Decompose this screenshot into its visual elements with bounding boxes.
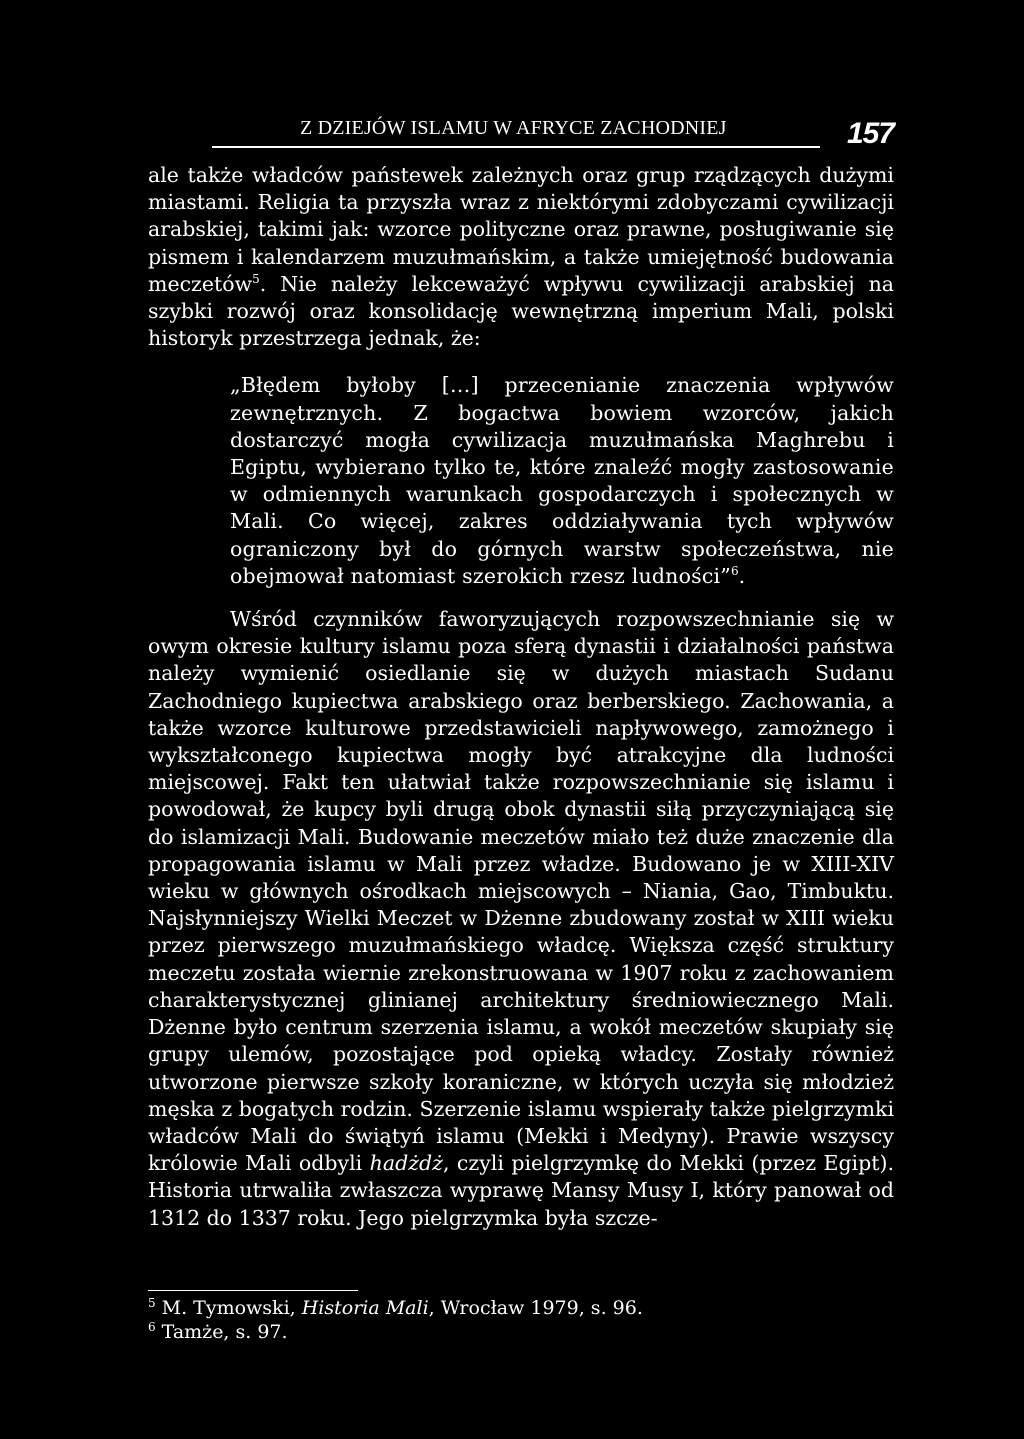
footnote-mark: 6	[148, 1319, 156, 1334]
page-number: 157	[846, 117, 894, 150]
paragraph-1-text-b: . Nie należy lekceważyć wpływu cywilizacji arabskiej na szybki rozwój oraz konsolidację wewnętrzną imperium Mali, polski historyk przestrzega jednak, że:	[148, 271, 894, 351]
body-text	[148, 162, 894, 1232]
footnote-6	[148, 1320, 894, 1344]
footnote-ref-5[interactable]: 5	[252, 271, 260, 286]
running-title: Z DZIEJÓW ISLAMU W AFRYCE ZACHODNIEJ	[300, 117, 727, 139]
italic-term: hadżdż	[369, 1151, 443, 1176]
footnote-rest: , Wrocław 1979, s. 96.	[428, 1297, 643, 1319]
book-page	[148, 0, 894, 1439]
paragraph-1	[148, 162, 894, 352]
footnotes	[148, 1296, 894, 1344]
footnote-mark: 5	[148, 1295, 156, 1310]
footnote-5	[148, 1296, 894, 1320]
footnote-title: Historia Mali	[301, 1297, 429, 1319]
block-quote	[230, 372, 894, 590]
footnote-author: Tamże, s. 97.	[161, 1321, 288, 1343]
footnote-author: M. Tymowski,	[161, 1297, 302, 1319]
quote-text: „Błędem byłoby […] przecenianie znaczenia wpływów zewnętrznych. Z bogactwa bowiem wzorców, jakich dostarczyć mogła cywilizacja muzułmańska Maghrebu i Egiptu, wybierano tylko te, które znaleźć mogły zastosowanie w odmiennych warunkach gospodarczych i społecznych w Mali. Co więcej, zakres oddziaływania tych wpływów ograniczony był do górnych warstw społeczeństwa, nie obejmował natomiast szerokich rzesz ludności”	[230, 373, 894, 588]
paragraph-1-text-a: ale także władców państewek zależnych oraz grup rządzących dużymi miastami. Religia ta przyszła wraz z niektórymi zdobyczami cywilizacji arabskiej, takimi jak: wzorce polityczne oraz prawne, posługiwanie się pismem i kalendarzem muzułmańskim, a także umiejętność budowania meczetów	[148, 163, 894, 296]
footnote-ref-6[interactable]: 6	[730, 564, 739, 579]
paragraph-2	[148, 606, 894, 1232]
paragraph-2-text-b: , czyli pielgrzymkę do Mekki (przez Egipt). Historia utrwaliła zwłaszcza wyprawę Mansy Musy I, który panował od 1312 do 1337 roku. Jego pielgrzymka była szcze-	[148, 1151, 894, 1230]
paragraph-2-text-a: Wśród czynników faworyzujących rozpowszechnianie się w owym okresie kultury islamu poza sferą dynastii i działalności państwa należy wymienić osiedlanie się w dużych miastach Sudanu Zachodniego kupiectwa arabskiego oraz berberskiego. Zachowania, a także wzorce kulturowe przedstawicieli napływowego, zamożnego i wykształconego kupiectwa mogły być atrakcyjne dla ludności miejscowej. Fakt ten ułatwiał także rozpowszechnianie się islamu i powodował, że kupcy byli drugą obok dynastii siłą przyczyniającą się do islamizacji Mali. Budowanie meczetów miało też duże znaczenie dla propagowania islamu w Mali przez władze. Budowano je w XIII-XIV wieku w głównych ośrodkach miejscowych – Niania, Gao, Timbuktu. Najsłynniejszy Wielki Meczet w Dżenne zbudowany został w XIII wieku przez pierwszego muzułmańskiego władcę. Większa część struktury meczetu została wiernie zrekonstruowana w 1907 roku z zachowaniem charakterystycznej glinianej architektury średniowiecznego Mali. Dżenne było centrum szerzenia islamu, a wokół meczetów skupiały się grupy ulemów, pozostające pod opieką władcy. Zostały również utworzone pierwsze szkoły koraniczne, w których uczyła się młodzież męska z bogatych rodzin. Szerzenie islamu wspierały także pielgrzymki władców Mali do świątyń islamu (Mekki i Medyny). Prawie wszyscy królowie Mali odbyli	[148, 607, 894, 1176]
running-header	[148, 117, 894, 151]
quote-end: .	[738, 563, 746, 588]
header-rule	[212, 146, 820, 148]
footnote-rule	[148, 1290, 358, 1291]
